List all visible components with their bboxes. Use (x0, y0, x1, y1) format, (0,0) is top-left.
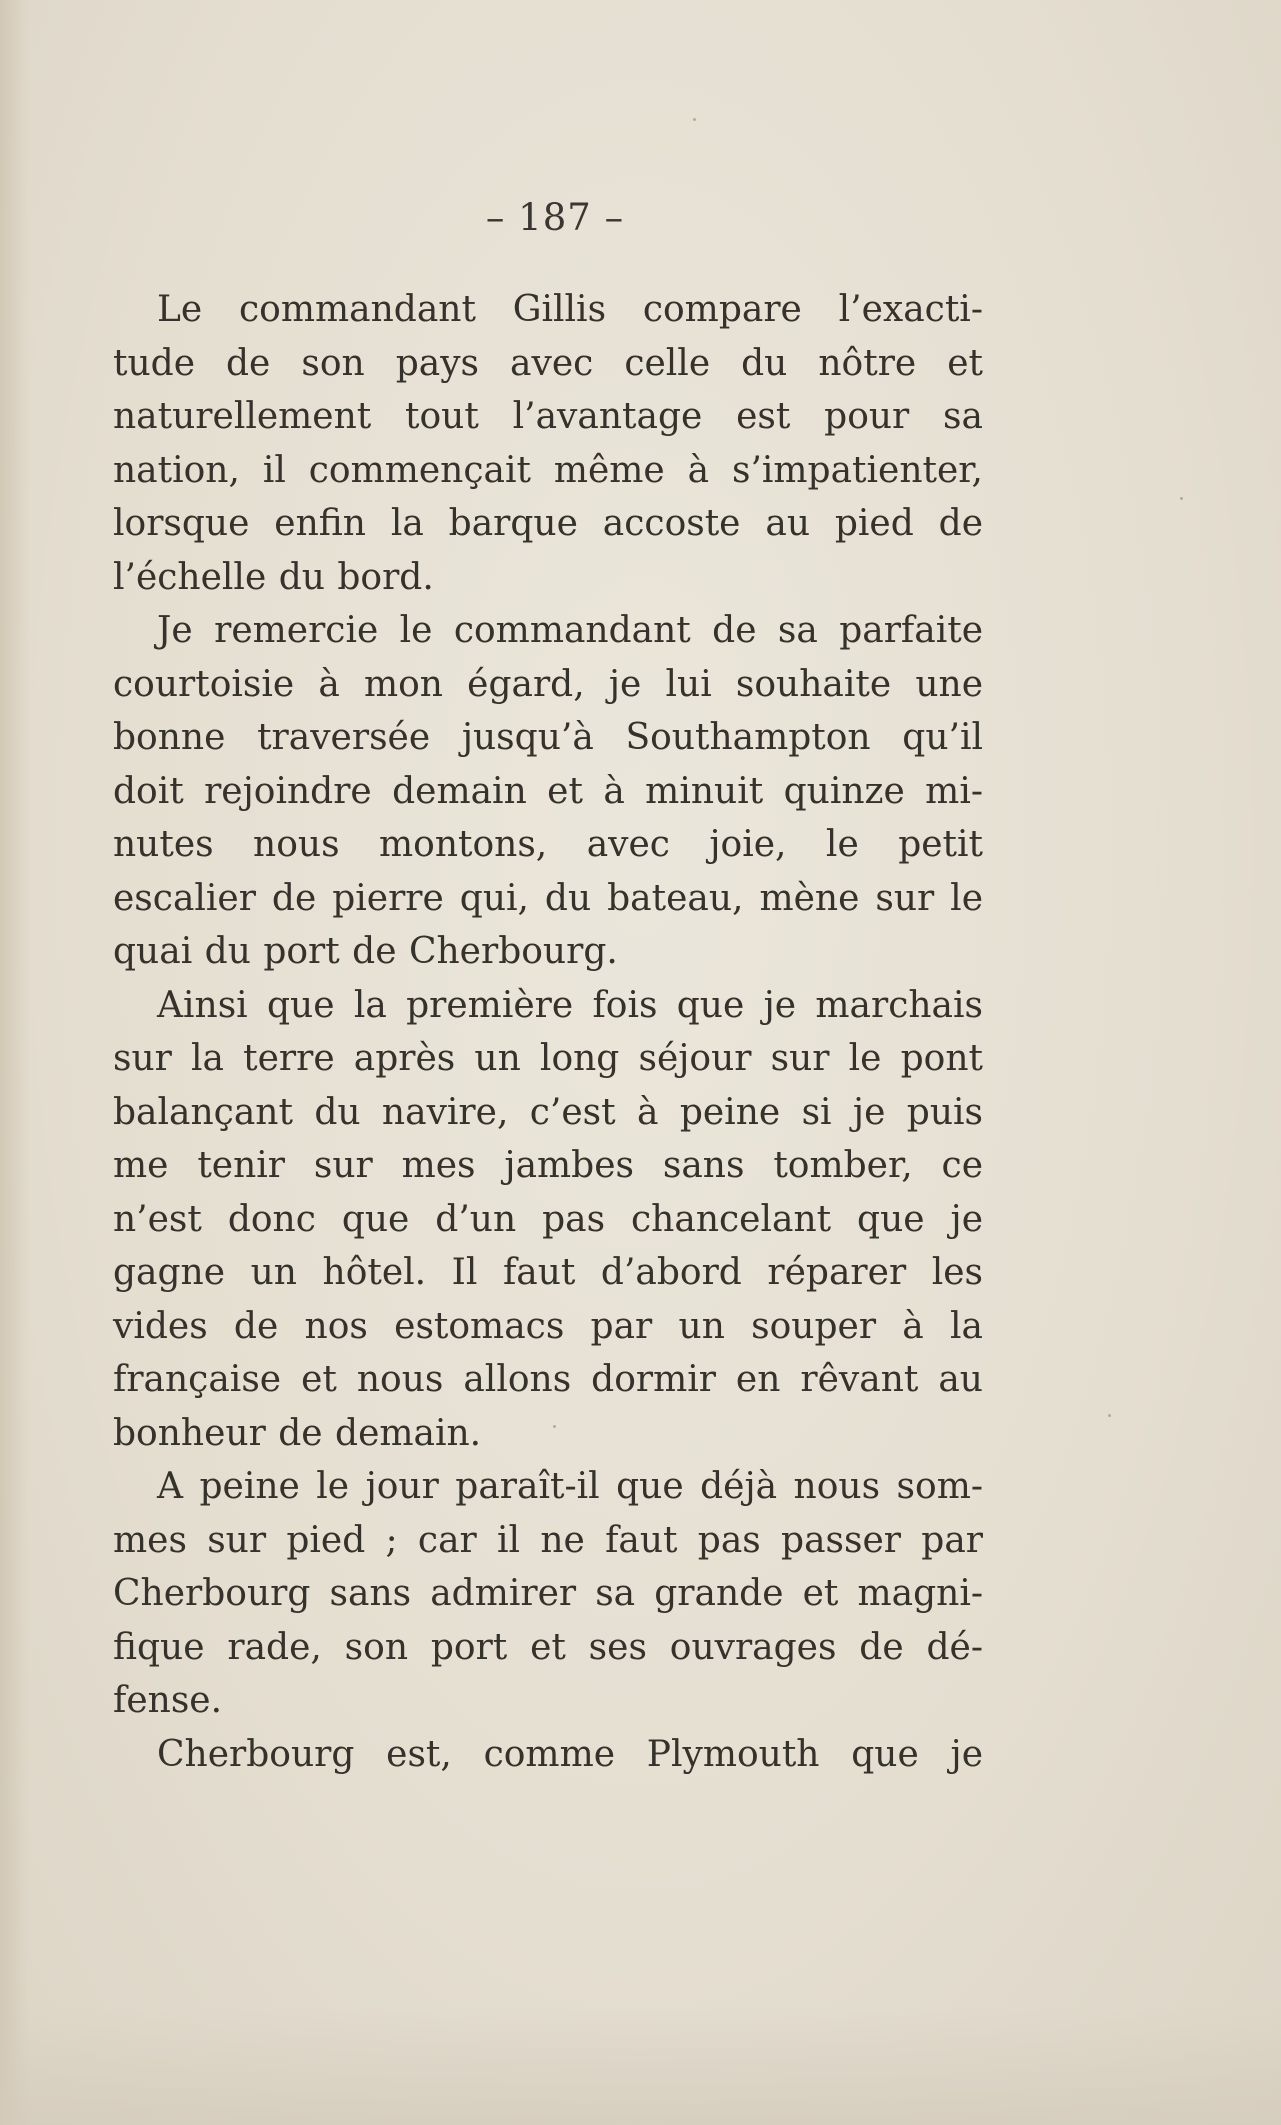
page-edge-shadow (0, 0, 30, 2125)
text-line: bonheur de demain. (113, 1412, 482, 1454)
text-line: vides de nos estomacs par un souper à la (113, 1305, 983, 1347)
text-line: me tenir sur mes jambes sans tomber, ce (113, 1145, 983, 1186)
text-line: mes sur pied ; car il ne faut pas passer par (113, 1519, 983, 1561)
text-line: l’échelle du bord. (113, 556, 434, 598)
text-line: lorsque enfin la barque accoste au pied de (113, 503, 983, 544)
text-line: fense. (113, 1680, 223, 1721)
text-line: A peine le jour paraît-il que déjà nous som- (157, 1466, 983, 1507)
paper-speck (1180, 497, 1183, 500)
text-line: française et nous allons dormir en rêvant au (113, 1359, 983, 1400)
text-line: Cherbourg sans admirer sa grande et magni- (113, 1573, 983, 1614)
text-line: naturellement tout l’avantage est pour sa (113, 396, 983, 437)
page-number: – 187 – (485, 196, 625, 239)
text-line: gagne un hôtel. Il faut d’abord réparer les (113, 1252, 983, 1293)
text-line: n’est donc que d’un pas chancelant que je (113, 1198, 983, 1240)
text-line: nutes nous montons, avec joie, le petit (113, 824, 983, 865)
text-line: escalier de pierre qui, du bateau, mène sur le (113, 877, 983, 919)
text-line: Ainsi que la première fois que je marchais (157, 984, 983, 1026)
text-line: balançant du navire, c’est à peine si je puis (113, 1091, 983, 1133)
text-line: nation, il commençait même à s’impatienter, (113, 449, 983, 491)
paper-speck (1108, 1414, 1111, 1417)
text-line: courtoisie à mon égard, je lui souhaite une (113, 663, 983, 705)
paper-speck (693, 118, 696, 121)
body-text (113, 283, 983, 1781)
text-line: quai du port de Cherbourg. (113, 931, 618, 972)
page-bottom-shadow (0, 2005, 1281, 2125)
text-line: fique rade, son port et ses ouvrages de dé- (113, 1626, 983, 1668)
text-line: Le commandant Gillis compare l’exacti- (157, 289, 983, 330)
text-line: tude de son pays avec celle du nôtre et (113, 342, 983, 384)
text-line: sur la terre après un long séjour sur le pont (113, 1038, 983, 1079)
text-line: bonne traversée jusqu’à Southampton qu’il (113, 717, 983, 758)
text-line: doit rejoindre demain et à minuit quinze mi- (113, 770, 983, 812)
text-line: Je remercie le commandant de sa parfaite (157, 610, 983, 651)
text-line: Cherbourg est, comme Plymouth que je (157, 1733, 983, 1775)
